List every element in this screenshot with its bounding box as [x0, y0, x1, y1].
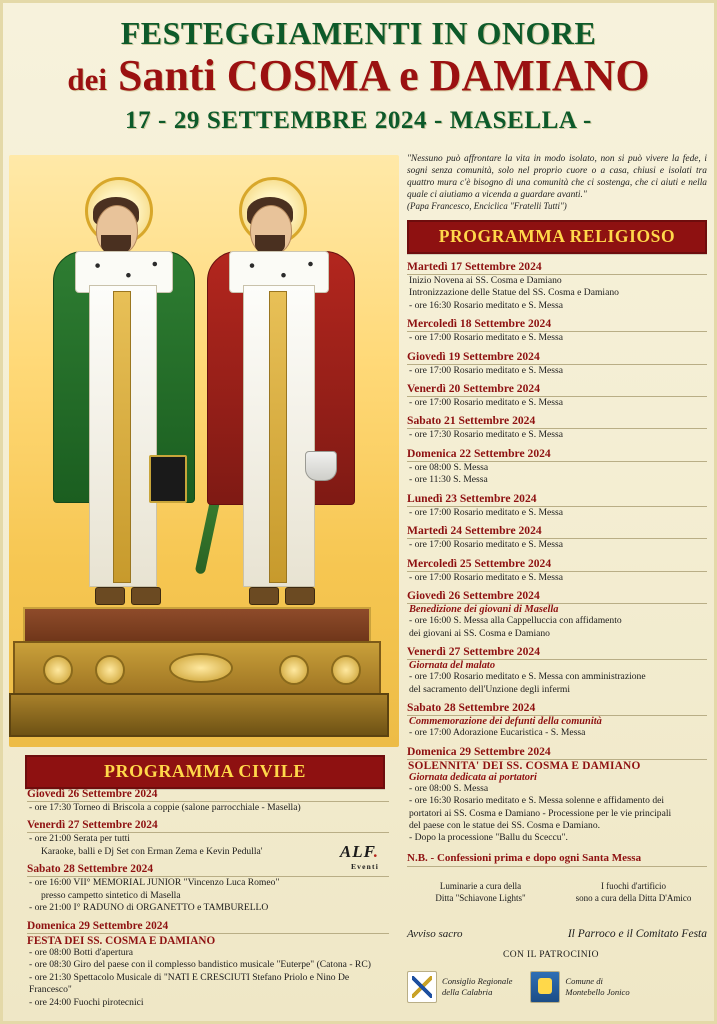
civil-event: - ore 08:00 Botti d'apertura	[29, 946, 134, 958]
civil-event: presso campetto sintetico di Masella	[41, 889, 181, 901]
pedestal-base	[9, 693, 389, 737]
civil-event: - ore 17:30 Torneo di Briscola a coppie (salone parrocchiale - Masella)	[29, 802, 301, 813]
religious-program-list	[407, 260, 707, 867]
program-event: dei giovani ai SS. Cosma e Damiano	[409, 627, 550, 639]
religious-program-column	[407, 153, 707, 867]
alf-eventi-sub: Eventi	[350, 862, 379, 871]
program-event: - ore 17:00 Rosario meditato e S. Messa	[409, 332, 564, 344]
program-day-title: Domenica 22 Settembre 2024	[407, 447, 707, 462]
alf-dot-icon: .	[373, 842, 379, 861]
chalice-prop	[305, 451, 337, 481]
program-day-title: Mercoledì 18 Settembre 2024	[407, 317, 707, 332]
program-day-title: Martedì 24 Settembre 2024	[407, 524, 707, 539]
civil-day-title: Venerdì 27 Settembre 2024	[27, 819, 389, 833]
avviso-row	[407, 928, 707, 940]
sandal-shape	[285, 587, 315, 605]
program-event: - ore 11:30 S. Messa	[409, 474, 488, 486]
comune-crest-icon	[530, 971, 560, 1003]
program-event: - ore 17:00 Rosario meditato e S. Messa con amministrazione	[409, 671, 646, 683]
medallion-ornament	[279, 655, 309, 685]
program-day-title: Mercoledì 25 Settembre 2024	[407, 557, 707, 572]
logo-consiglio-text	[442, 976, 512, 997]
calabria-crest-icon	[407, 971, 437, 1003]
civil-program-banner: PROGRAMMA CIVILE	[25, 755, 385, 789]
sandal-shape	[131, 587, 161, 605]
program-event: - ore 17:00 Rosario meditato e S. Messa	[409, 396, 564, 408]
logo-consiglio-regionale	[407, 971, 512, 1003]
program-event: - ore 17:00 Rosario meditato e S. Messa	[409, 539, 564, 551]
program-day-title: Giovedì 19 Settembre 2024	[407, 350, 707, 365]
civil-event: - ore 21:00 Serata per tutti	[29, 833, 130, 845]
program-event: del paese con le statue dei SS. Cosma e Damiano.	[409, 820, 601, 832]
sandal-shape	[95, 587, 125, 605]
program-event: - ore 08:00 S. Messa	[409, 782, 489, 794]
program-day-subtitle: Benedizione dei giovani di Masella	[409, 604, 559, 616]
logo-comune-text	[565, 976, 629, 997]
logo-consiglio-line2: della Calabria	[442, 987, 493, 997]
program-day-title: Sabato 28 Settembre 2024	[407, 701, 707, 716]
medallion-ornament	[331, 655, 361, 685]
program-event: - ore 17:00 Rosario meditato e S. Messa	[409, 364, 564, 376]
book-prop	[149, 455, 187, 503]
program-event: - ore 17:00 Rosario meditato e S. Messa	[409, 506, 564, 518]
luminarie-line2: Ditta "Schiavone Lights"	[435, 892, 526, 903]
sandal-shape	[249, 587, 279, 605]
program-day-title: Venerdì 27 Settembre 2024	[407, 645, 707, 660]
civil-event: - ore 24:00 Fuochi pirotecnici	[29, 996, 144, 1008]
fireworks-line1: I fuochi d'artificio	[600, 881, 667, 891]
avviso-sacro-label: Avviso sacro	[407, 928, 463, 940]
program-day-title: Giovedì 26 Settembre 2024	[407, 589, 707, 604]
civil-event: - ore 16:00 VII° MEMORIAL JUNIOR "Vincenzo Luca Romeo"	[29, 877, 280, 889]
logo-comune	[530, 971, 629, 1003]
program-event: - ore 17:30 Rosario meditato e S. Messa	[409, 429, 564, 441]
program-event: - ore 17:00 Rosario meditato e S. Messa	[409, 571, 564, 583]
gold-stole	[269, 291, 287, 583]
logo-comune-line1: Comune di	[565, 976, 603, 987]
confessions-note: N.B. - Confessioni prima e dopo ogni Santa Messa	[407, 852, 707, 867]
saints-title-prefix: dei	[67, 61, 107, 97]
civil-day-title: Sabato 28 Settembre 2024	[27, 863, 389, 877]
civil-event: - ore 08:30 Giro del paese con il complesso bandistico musicale "Euterpe" (Catona - RC)	[29, 959, 371, 971]
medallion-ornament	[43, 655, 73, 685]
civil-program-list	[27, 786, 389, 1009]
program-event: - ore 08:00 S. Messa	[409, 461, 489, 473]
program-event: del sacramento dell'Unzione degli infermi	[409, 683, 571, 695]
civil-day-title: Giovedì 26 Settembre 2024	[27, 788, 389, 802]
program-day-title: Lunedì 23 Settembre 2024	[407, 492, 707, 507]
program-day-subtitle: Giornata dedicata ai portatori	[409, 771, 537, 783]
program-event: Inizio Novena ai SS. Cosma e Damiano	[409, 274, 562, 286]
civil-event: - ore 21:30 Spettacolo Musicale di "NATI E CRESCIUTI Stefano Priolo e Nino De Francesco"	[29, 971, 350, 996]
program-event: - ore 17:00 Adorazione Eucaristica - S. Messa	[409, 727, 586, 739]
fireworks-line2: sono a cura della Ditta D'Amico	[575, 892, 692, 903]
program-event: - ore 16:30 Rosario meditato e S. Messa solenne e affidamento dei	[409, 795, 665, 807]
encyclical-quote	[407, 153, 707, 213]
quote-source: (Papa Francesco, Enciclica "Fratelli Tutti")	[407, 201, 567, 212]
patrocinio-label: CON IL PATROCINIO	[503, 950, 599, 960]
parroco-signature: Il Parroco e il Comitato Festa	[567, 928, 707, 940]
medallion-ornament	[95, 655, 125, 685]
saints-title-main: Santi COSMA e DAMIANO	[117, 50, 650, 100]
program-day-title: Sabato 21 Settembre 2024	[407, 414, 707, 429]
alf-eventi-logo	[340, 842, 379, 871]
saints-title	[3, 50, 714, 100]
luminarie-line1: Luminarie a cura della	[439, 881, 522, 891]
civil-festa-title: FESTA DEI SS. COSMA E DAMIANO	[27, 934, 216, 947]
program-day-subtitle: Giornata del malato	[409, 660, 496, 672]
sponsor-credits	[407, 881, 707, 904]
saints-statue-image	[9, 155, 399, 747]
patron-logos	[407, 971, 707, 1003]
logo-consiglio-line1: Consiglio Regionale	[442, 976, 513, 987]
civil-day-title: Domenica 29 Settembre 2024	[27, 920, 389, 934]
program-day-title: Martedì 17 Settembre 2024	[407, 260, 707, 275]
program-day-title: Domenica 29 Settembre 2024	[407, 745, 707, 760]
program-event: portatori ai SS. Cosma e Damiano - Processione per le vie principali	[409, 807, 672, 819]
luminarie-credit	[407, 881, 554, 904]
program-event: Intronizzazione delle Statue del SS. Cosma e Damiano	[409, 287, 619, 299]
logo-comune-line2: Montebello Jonico	[565, 987, 630, 997]
program-day-title: Venerdì 20 Settembre 2024	[407, 382, 707, 397]
civil-event: Karaoke, balli e Dj Set con Erman Zema e Kevin Pedulla'	[41, 845, 263, 857]
floral-ornament	[169, 653, 233, 683]
pedestal-top	[23, 607, 371, 645]
solemnity-title: SOLENNITA' DEI SS. COSMA E DAMIANO	[408, 759, 641, 772]
religious-program-banner: PROGRAMMA RELIGIOSO	[407, 220, 707, 254]
dates-subtitle: 17 - 29 SETTEMBRE 2024 - MASELLA -	[125, 106, 592, 134]
gold-stole	[113, 291, 131, 583]
quote-text: "Nessuno può affrontare la vita in modo isolato, non si può vivere la fede, i sogni senza comunità, solo nel proprio cuore o a casa, chiusi e isolati tra quattro mura c'è bisogno di una comunità che ci sostenga, che ci aiuti e nella quale ci aiutiamo a vicenda a guardare avanti."	[407, 154, 707, 201]
poster-header	[3, 3, 714, 135]
alf-eventi-name: ALF	[339, 842, 374, 861]
program-event: - Dopo la processione "Ballu du Sceccu".	[409, 832, 568, 844]
civil-event: - ore 21:00 I° RADUNO di ORGANETTO e TAMBURELLO	[29, 902, 269, 914]
program-day-subtitle: Commemorazione dei defunti della comunità	[409, 716, 602, 728]
fireworks-credit	[560, 881, 707, 904]
program-event: - ore 16:00 S. Messa alla Cappelluccia con affidamento	[409, 615, 622, 627]
program-event: - ore 16:30 Rosario meditato e S. Messa	[409, 299, 564, 311]
page-title: FESTEGGIAMENTI IN ONORE	[120, 15, 597, 51]
